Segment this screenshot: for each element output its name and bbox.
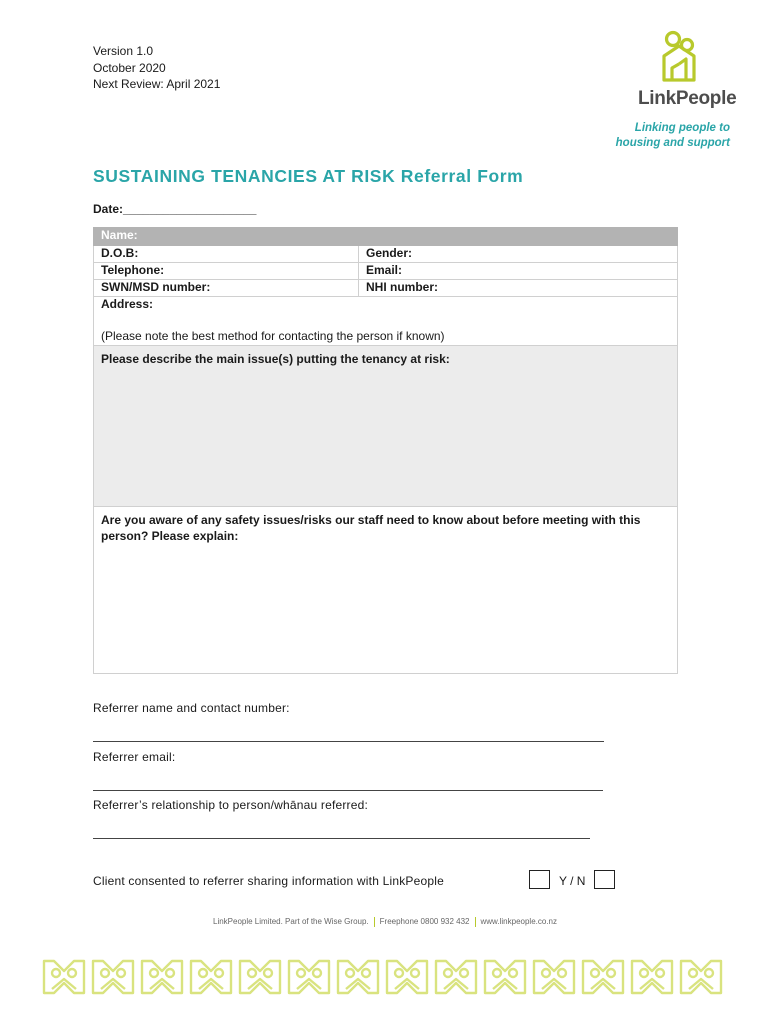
pattern-motif	[240, 961, 280, 993]
date-field[interactable]: Date:____________________	[93, 202, 257, 216]
gender-field[interactable]: Gender:	[359, 246, 678, 263]
footer-website[interactable]: www.linkpeople.co.nz	[480, 917, 557, 927]
form-title: SUSTAINING TENANCIES AT RISK Referral Form	[93, 166, 524, 186]
referrer-relationship-line[interactable]	[93, 838, 590, 839]
tagline-line-1: Linking people to	[634, 122, 730, 134]
email-field[interactable]: Email:	[359, 263, 678, 280]
version-date: October 2020	[93, 60, 166, 75]
pattern-motif	[338, 961, 378, 993]
address-note: (Please note the best method for contacting the person if known)	[101, 328, 445, 343]
next-review: Next Review: April 2021	[93, 77, 221, 91]
page-footer	[0, 917, 770, 927]
swn-msd-field[interactable]: SWN/MSD number:	[94, 280, 359, 297]
decorative-pattern-border	[40, 955, 726, 999]
telephone-field[interactable]: Telephone:	[94, 263, 359, 280]
house-people-icon	[658, 30, 702, 84]
name-field[interactable]: Name:	[94, 228, 678, 246]
referrer-name-label: Referrer name and contact number:	[93, 701, 290, 715]
dob-field[interactable]: D.O.B:	[94, 246, 359, 263]
referrer-email-line[interactable]	[93, 790, 603, 791]
pattern-motif	[289, 961, 329, 993]
logo-wordmark: LinkPeople	[638, 88, 737, 109]
linkpeople-logo	[630, 30, 737, 109]
pattern-motif	[632, 961, 672, 993]
footer-phone: Freephone 0800 932 432	[379, 917, 470, 927]
pattern-motif	[93, 961, 133, 993]
pattern-motif	[191, 961, 231, 993]
pattern-motif	[387, 961, 427, 993]
footer-company: LinkPeople Limited. Part of the Wise Group.	[213, 917, 369, 927]
logo-tagline	[616, 121, 730, 151]
referrer-name-line[interactable]	[93, 741, 604, 742]
pattern-motif	[534, 961, 574, 993]
tenancy-issues-field[interactable]: Please describe the main issue(s) putting the tenancy at risk:	[94, 346, 678, 507]
version-text: Version 1.0	[93, 44, 154, 58]
tagline-line-2: housing and support	[615, 137, 730, 149]
consent-yes-checkbox[interactable]	[529, 870, 550, 889]
footer-divider	[475, 917, 476, 927]
pattern-motif	[44, 961, 84, 993]
address-label: Address:	[101, 297, 154, 311]
footer-divider	[374, 917, 375, 927]
address-field[interactable]	[94, 297, 678, 346]
consent-label: Client consented to referrer sharing information with LinkPeople	[93, 874, 444, 888]
consent-no-checkbox[interactable]	[594, 870, 615, 889]
pattern-motif	[583, 961, 623, 993]
consent-yn-label: Y / N	[559, 874, 586, 888]
client-details-table	[93, 227, 678, 674]
pattern-motif	[142, 961, 182, 993]
nhi-field[interactable]: NHI number:	[359, 280, 678, 297]
pattern-motif	[436, 961, 476, 993]
pattern-motif	[681, 961, 721, 993]
referrer-email-label: Referrer email:	[93, 750, 176, 764]
safety-issues-field[interactable]: Are you aware of any safety issues/risks our staff need to know about before meeting with this person? Please explain:	[94, 507, 678, 674]
referrer-relationship-label: Referrer’s relationship to person/whānau referred:	[93, 798, 369, 812]
document-version-info	[93, 43, 220, 93]
pattern-motif	[485, 961, 525, 993]
